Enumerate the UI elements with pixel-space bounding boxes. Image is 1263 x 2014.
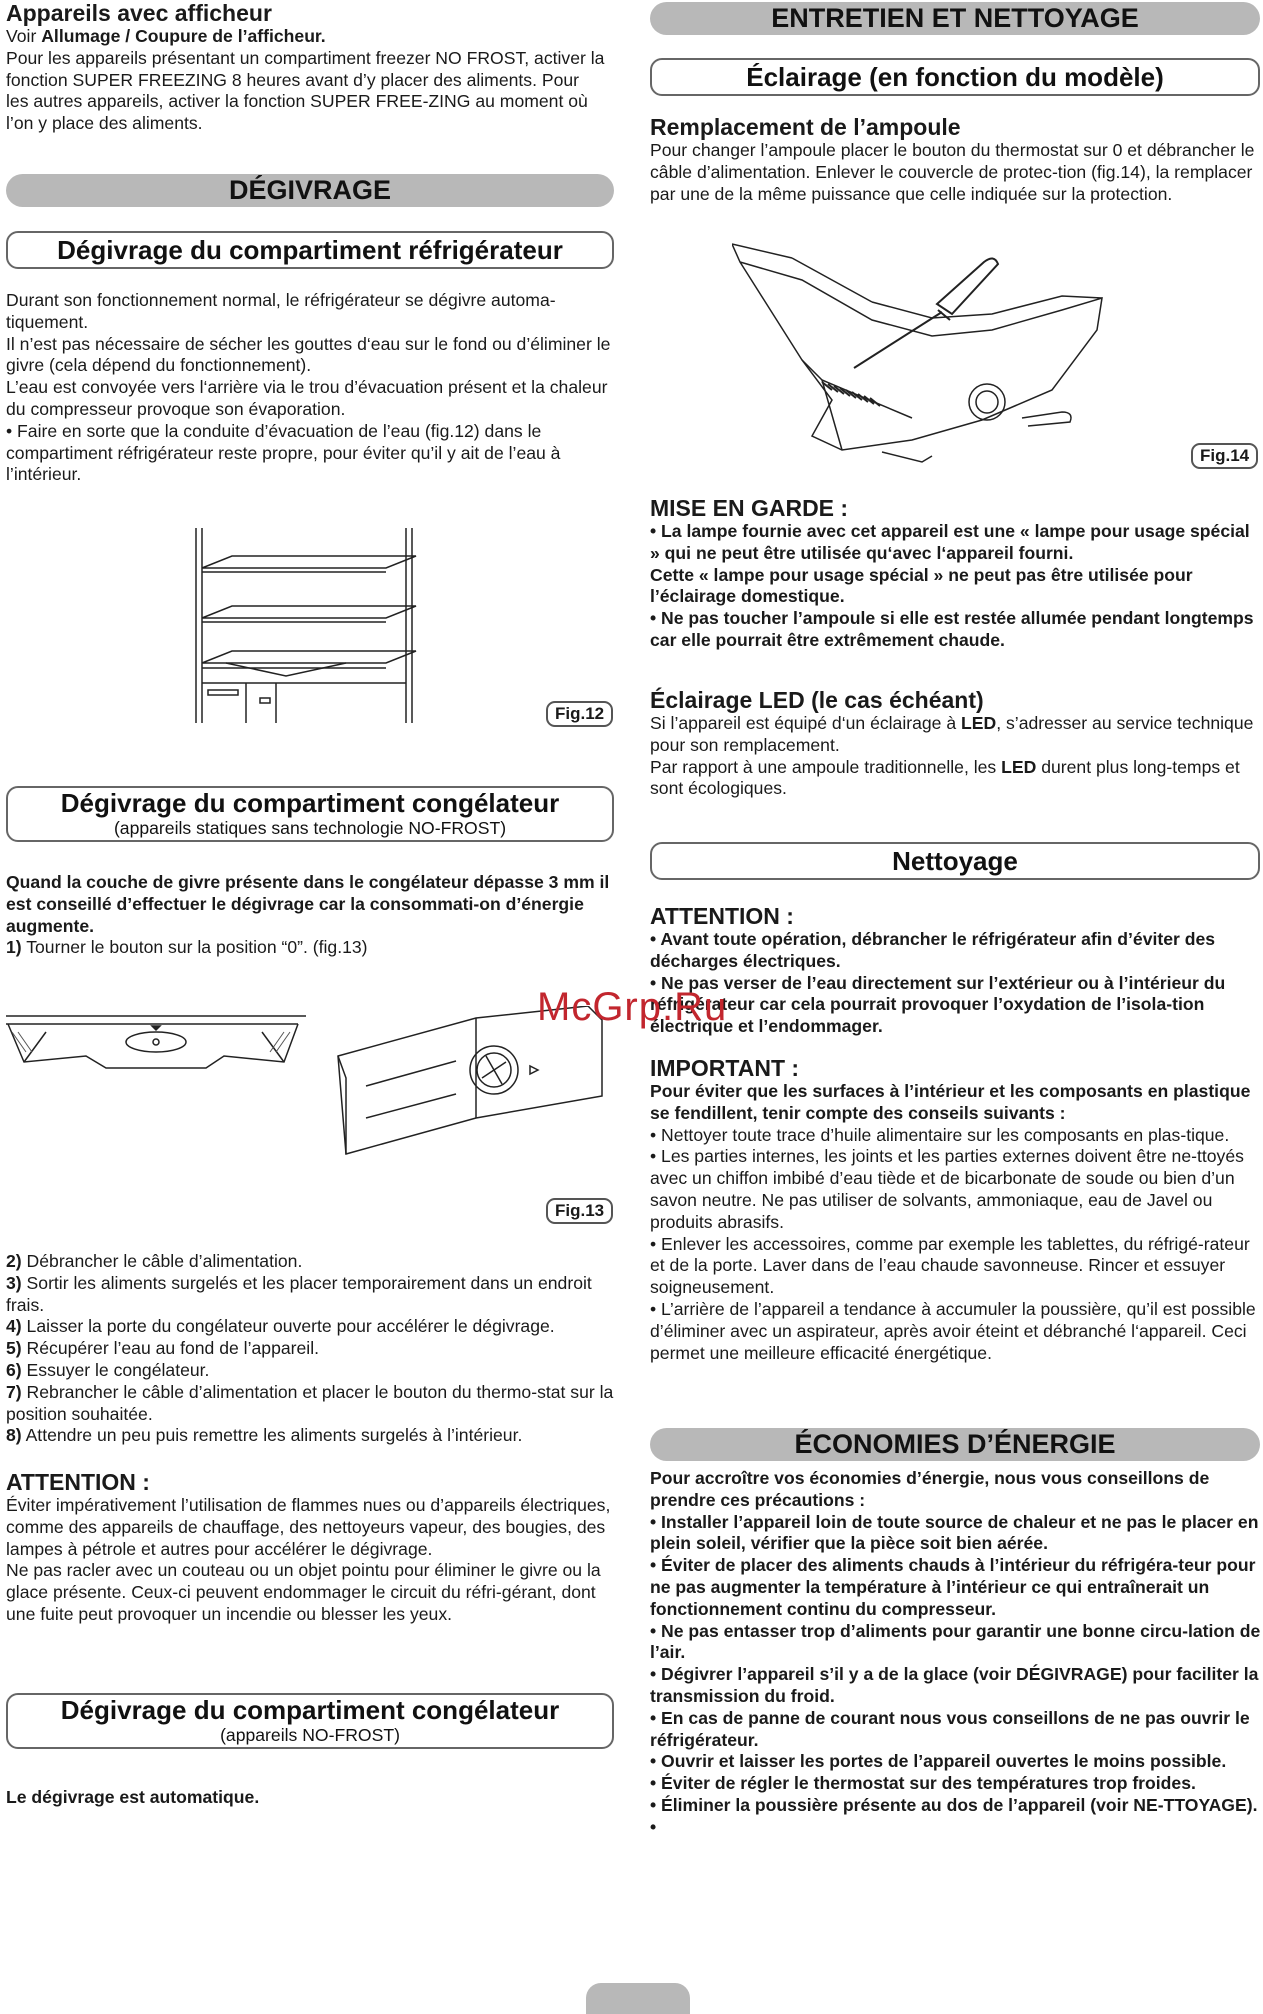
mise-en-garde-paragraph-2: Cette « lampe pour usage spécial » ne peut pas être utilisée pour l’éclairage domestique. — [650, 564, 1193, 607]
important-item: • Nettoyer toute trace d’huile alimentaire sur les composants en plas-tique. — [650, 1124, 1230, 1145]
mise-en-garde-section — [650, 495, 1262, 652]
eclairage-box: Éclairage (en fonction du modèle) — [650, 58, 1260, 96]
fig14-label: Fig.14 — [1191, 443, 1258, 469]
important-item: • L’arrière de l’appareil a tendance à accumuler la poussière, qu’il est possible d’éliminer avec un aspirateur, après avoir éteint et débranché l‘appareil. Ceci permet une meilleure efficacité énergétique. — [650, 1298, 1256, 1363]
degivrage-banner: DÉGIVRAGE — [6, 174, 614, 207]
led-section — [650, 687, 1262, 800]
important-title: IMPORTANT : — [650, 1055, 800, 1081]
nofrost-defrost-box-subtitle: (appareils NO-FROST) — [220, 1725, 400, 1745]
led-title: Éclairage LED (le cas échéant) — [650, 687, 984, 713]
fridge-defrost-text — [6, 290, 614, 486]
right-attention-title: ATTENTION : — [650, 903, 794, 929]
left-attention-paragraph-2: Ne pas racler avec un couteau ou un objet pointu pour éliminer le givre ou la glace présente. Ceux-ci peuvent endommager le circuit du réfri-gérant, dont une fuite peut provoquer un incendie ou blesser les yeux. — [6, 1560, 601, 1624]
freezer-defrost-box-subtitle: (appareils statiques sans technologie NO-FROST) — [113, 818, 507, 838]
freezer-step-2 — [6, 1251, 618, 1273]
step-number: 3) — [6, 1272, 22, 1293]
important-item: • Les parties internes, les joints et les parties externes doivent être ne-ttoyés avec un chiffon imbibé d’eau tiède et de bicarbonate de soude ou bien d’un savon neutre. Ne pas utiliser de solvants, ammoniaque, eau de Javel ou produits abrasifs. — [650, 1146, 1244, 1232]
led-text: , s’adresser au service technique pour son remplacement. — [650, 713, 1254, 755]
freezer-step-6 — [6, 1360, 618, 1382]
step-text: Essuyer le congélateur. — [21, 1359, 210, 1380]
economies-item: • Dégivrer l’appareil s’il y a de la glace (voir DÉGIVRAGE) pour faciliter la transmission du froid. — [650, 1664, 1259, 1706]
freezer-steps-list — [6, 1251, 618, 1447]
freezer-step-1 — [6, 937, 614, 959]
step-number: 4) — [6, 1316, 22, 1337]
economies-item: • Installer l’appareil loin de toute source de chaleur et ne pas le placer en plein soleil, vérifier que la pièce soit bien aérée. — [650, 1511, 1259, 1554]
led-paragraph-2 — [650, 757, 1262, 801]
step-text: Débrancher le câble d’alimentation. — [21, 1251, 303, 1271]
display-paragraph-2: Pour les appareils présentant un compartiment freezer NO FROST, activer la fonction SUPER FREEZING 8 heures avant d’y placer des aliments. Pour les autres appareils, activer la fonction SUPER FREE-ZING au moment où l’on y place des aliments. — [6, 47, 605, 134]
display-title: Appareils avec afficheur — [6, 0, 272, 26]
economies-item: • Ne pas entasser trop d’aliments pour garantir une bonne circu-lation de l’air. — [650, 1620, 1261, 1663]
left-attention-title: ATTENTION : — [6, 1469, 150, 1495]
nofrost-defrost-box — [6, 1693, 614, 1749]
nofrost-defrost-box-title: Dégivrage du compartiment congélateur — [60, 1695, 560, 1725]
fridge-paragraph-1: Durant son fonctionnement normal, le réfrigérateur se dégivre automa-tiquement. — [6, 290, 556, 332]
step-number: 5) — [6, 1338, 22, 1359]
led-text: Par rapport à une ampoule traditionnelle, les — [650, 756, 1002, 777]
mise-en-garde-paragraph-3: • Ne pas toucher l’ampoule si elle est restée allumée pendant longtemps car elle pourrait être extrêmement chaude. — [650, 608, 1254, 650]
important-item: • Enlever les accessoires, comme par exemple les tablettes, du réfrigé-rateur et de la porte. Laver dans de l’eau chaude savonneuse. Rincer et essuyer soigneusement. — [650, 1233, 1250, 1298]
economies-item: • Éviter de placer des aliments chauds à l’intérieur du réfrigéra-teur pour ne pas augmenter la température à l’intérieur ce qui entraînerait un fonctionnement continu du compresseur. — [650, 1555, 1256, 1619]
economies-item: • Éviter de régler le thermostat sur des températures trop froides. — [650, 1773, 1196, 1794]
economies-item: • En cas de panne de courant nous vous conseillons de ne pas ouvrir le réfrigérateur. — [650, 1707, 1250, 1750]
freezer-step-3 — [6, 1273, 618, 1317]
economies-item: • Ouvrir et laisser les portes de l’appareil ouvertes le moins possible. — [650, 1751, 1227, 1772]
page-number-tab — [586, 1983, 690, 2014]
ampoule-title: Remplacement de l’ampoule — [650, 114, 961, 140]
display-paragraph-1 — [6, 26, 606, 48]
step-number: 2) — [6, 1251, 22, 1271]
fig13-label: Fig.13 — [546, 1198, 613, 1224]
freezer-knob-front-illustration — [6, 1012, 306, 1074]
step-text: Attendre un peu puis remettre les aliments surgelés à l’intérieur. — [21, 1425, 523, 1446]
step-number: 7) — [6, 1381, 22, 1402]
watermark-text: McGrp.Ru — [537, 985, 728, 1029]
left-attention-section — [6, 1469, 618, 1626]
economies-banner: ÉCONOMIES D’ÉNERGIE — [650, 1428, 1260, 1461]
fridge-defrost-box: Dégivrage du compartiment réfrigérateur — [6, 231, 614, 269]
right-attention-section — [650, 903, 1262, 1038]
fridge-shelves-illustration — [186, 518, 446, 728]
fig12-label: Fig.12 — [546, 701, 613, 727]
freezer-step-5 — [6, 1338, 618, 1360]
important-section — [650, 1055, 1262, 1364]
nettoyage-box: Nettoyage — [650, 842, 1260, 880]
step-number: 6) — [6, 1359, 22, 1380]
step-text: Rebrancher le câble d’alimentation et placer le bouton du thermo-stat sur la position souhaitée. — [6, 1381, 614, 1424]
economies-intro: Pour accroître vos économies d’énergie, nous vous conseillons de prendre ces précautions : — [650, 1468, 1210, 1510]
ampoule-section — [650, 114, 1262, 205]
economies-section — [650, 1468, 1262, 1839]
freezer-step-4 — [6, 1316, 618, 1338]
lamp-cover-illustration — [732, 240, 1152, 470]
display-see-reference: Allumage / Coupure de l’afficheur. — [41, 26, 326, 46]
freezer-defrost-box — [6, 786, 614, 842]
freezer-defrost-box-title: Dégivrage du compartiment congélateur — [60, 788, 560, 818]
led-text: durent plus long-temps et sont écologiques. — [650, 756, 1240, 799]
fridge-paragraph-2: Il n’est pas nécessaire de sécher les gouttes d‘eau sur le fond ou d’éliminer le givre (cela dépend du fonctionnement). — [6, 333, 611, 376]
right-attention-paragraph-1: • Avant toute opération, débrancher le réfrigérateur afin d’éviter des décharges électriques. — [650, 929, 1216, 971]
step-text: Tourner le bouton sur la position “0”. (fig.13) — [21, 937, 368, 958]
led-paragraph-1 — [650, 713, 1262, 757]
economies-item: • Éliminer la poussière présente au dos de l’appareil (voir NE-TTOYAGE). — [650, 1794, 1258, 1815]
display-see-text: Voir — [6, 26, 42, 46]
freezer-step-8 — [6, 1425, 618, 1447]
display-section — [6, 0, 606, 135]
led-text: Si l’appareil est équipé d‘un éclairage à — [650, 713, 962, 733]
ampoule-paragraph: Pour changer l’ampoule placer le bouton du thermostat sur 0 et débrancher le câble d’alimentation. Enlever le couvercle de protec-tion (fig.14), la remplacer par une de la même puissance que celle indiquée sur la protection. — [650, 140, 1255, 204]
led-keyword: LED — [1001, 756, 1037, 777]
fridge-paragraph-4: • Faire en sorte que la conduite d’évacuation de l’eau (fig.12) dans le compartiment réfrigérateur reste propre, pour éviter qu’il y ait de l’eau à l’intérieur. — [6, 420, 561, 485]
step-text: Laisser la porte du congélateur ouverte pour accélérer le dégivrage. — [21, 1316, 555, 1337]
freezer-intro: Quand la couche de givre présente dans le congélateur dépasse 3 mm il est conseillé d’effectuer le dégivrage car la consommati-on d’énergie augmente. — [6, 872, 610, 936]
left-attention-paragraph-1: Éviter impérativement l’utilisation de flammes nues ou d’appareils électriques, comme des appareils de chauffage, des nettoyeurs vapeur, des bougies, des lampes à pétrole et autres pour accélérer le dégivrage. — [6, 1495, 611, 1559]
freezer-step-7 — [6, 1382, 618, 1426]
step-number: 1) — [6, 937, 22, 958]
nofrost-paragraph: Le dégivrage est automatique. — [6, 1787, 260, 1807]
mise-en-garde-title: MISE EN GARDE : — [650, 495, 849, 521]
fridge-paragraph-3: L’eau est convoyée vers l‘arrière via le trou d’évacuation présent et la chaleur du compresseur provoque son évaporation. — [6, 377, 608, 419]
economies-item: • — [650, 1816, 657, 1837]
important-intro: Pour éviter que les surfaces à l’intérieur et les composants en plastique se fendillent, tenir compte des conseils suivants : — [650, 1081, 1251, 1123]
mise-en-garde-paragraph-1: • La lampe fournie avec cet appareil est une « lampe pour usage spécial » qui ne peut être utilisée qu‘avec l‘appareil fourni. — [650, 521, 1250, 563]
step-text: Sortir les aliments surgelés et les placer temporairement dans un endroit frais. — [6, 1272, 592, 1315]
right-attention-paragraph-2: • Ne pas verser de l’eau directement sur l’extérieur ou à l’intérieur du réfrigérateur car cela pourrait provoquer l’oxydation de l’isola-tion électrique et l’endommager. — [650, 972, 1226, 1037]
step-text: Récupérer l’eau au fond de l’appareil. — [21, 1338, 319, 1359]
entretien-banner: ENTRETIEN ET NETTOYAGE — [650, 2, 1260, 35]
freezer-defrost-text — [6, 872, 614, 959]
led-keyword: LED — [961, 713, 997, 733]
step-number: 8) — [6, 1425, 22, 1446]
